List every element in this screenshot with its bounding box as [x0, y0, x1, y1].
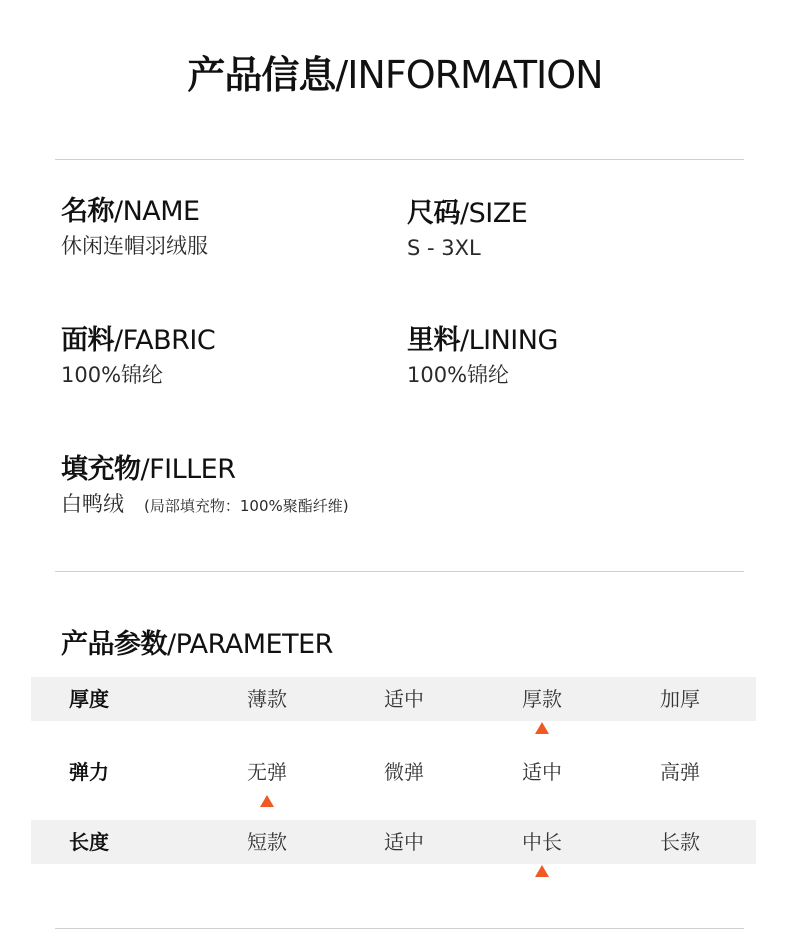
info-filler-note: (局部填充物：100%聚酯纤维)	[144, 497, 349, 515]
info-filler-label-en: /FILLER	[140, 454, 236, 485]
info-lining	[407, 325, 558, 389]
divider-top	[55, 159, 744, 160]
parameter-row-label: 弹力	[69, 760, 109, 784]
info-name-label-en: /NAME	[114, 196, 200, 227]
info-fabric-label-cn: 面料	[61, 325, 114, 356]
parameter-title	[61, 622, 333, 661]
info-name	[61, 196, 208, 260]
parameter-option: 中长	[522, 830, 562, 854]
info-filler-value: 白鸭绒	[61, 492, 124, 516]
selected-marker-icon	[260, 795, 274, 807]
divider-middle	[55, 571, 744, 572]
selected-marker-icon	[535, 722, 549, 734]
info-fabric	[61, 325, 215, 389]
page-title-cn: 产品信息	[187, 53, 336, 97]
info-fabric-value: 100%锦纶	[61, 363, 164, 387]
parameter-option: 无弹	[247, 760, 287, 784]
info-name-label-cn: 名称	[61, 196, 114, 227]
parameter-option: 薄款	[247, 687, 287, 711]
info-lining-value: 100%锦纶	[407, 363, 510, 387]
info-filler-label	[61, 454, 349, 486]
parameter-option: 长款	[660, 830, 700, 854]
info-size-label	[407, 198, 527, 230]
parameter-title-cn: 产品参数	[61, 629, 167, 660]
selected-marker-icon	[535, 865, 549, 877]
info-fabric-label-en: /FABRIC	[114, 325, 216, 356]
parameter-row-label: 厚度	[69, 687, 109, 711]
divider-bottom	[55, 928, 744, 929]
info-filler-value-row	[61, 490, 349, 520]
parameter-option: 适中	[522, 760, 562, 784]
parameter-option: 短款	[247, 830, 287, 854]
info-fabric-label	[61, 325, 215, 357]
parameter-option: 微弹	[384, 760, 424, 784]
info-lining-label-en: /LINING	[460, 325, 558, 356]
parameter-row-label: 长度	[69, 830, 109, 854]
info-lining-label-cn: 里料	[407, 325, 460, 356]
info-size-value: S - 3XL	[407, 236, 481, 260]
parameter-row	[31, 750, 756, 794]
parameter-option: 加厚	[660, 687, 700, 711]
info-filler-label-cn: 填充物	[61, 454, 141, 485]
page-title	[0, 44, 790, 99]
info-size-label-en: /SIZE	[460, 198, 528, 229]
parameter-option: 适中	[384, 830, 424, 854]
info-size	[407, 198, 527, 262]
parameter-row	[31, 677, 756, 721]
parameter-option: 高弹	[660, 760, 700, 784]
parameter-option: 厚款	[522, 687, 562, 711]
parameter-option: 适中	[384, 687, 424, 711]
parameter-title-en: /PARAMETER	[167, 629, 333, 660]
info-size-label-cn: 尺码	[407, 198, 460, 229]
info-lining-label	[407, 325, 558, 357]
info-name-label	[61, 196, 208, 228]
info-filler	[61, 454, 349, 520]
page-title-en: /INFORMATION	[335, 53, 603, 97]
parameter-row	[31, 820, 756, 864]
info-name-value: 休闲连帽羽绒服	[61, 234, 208, 258]
